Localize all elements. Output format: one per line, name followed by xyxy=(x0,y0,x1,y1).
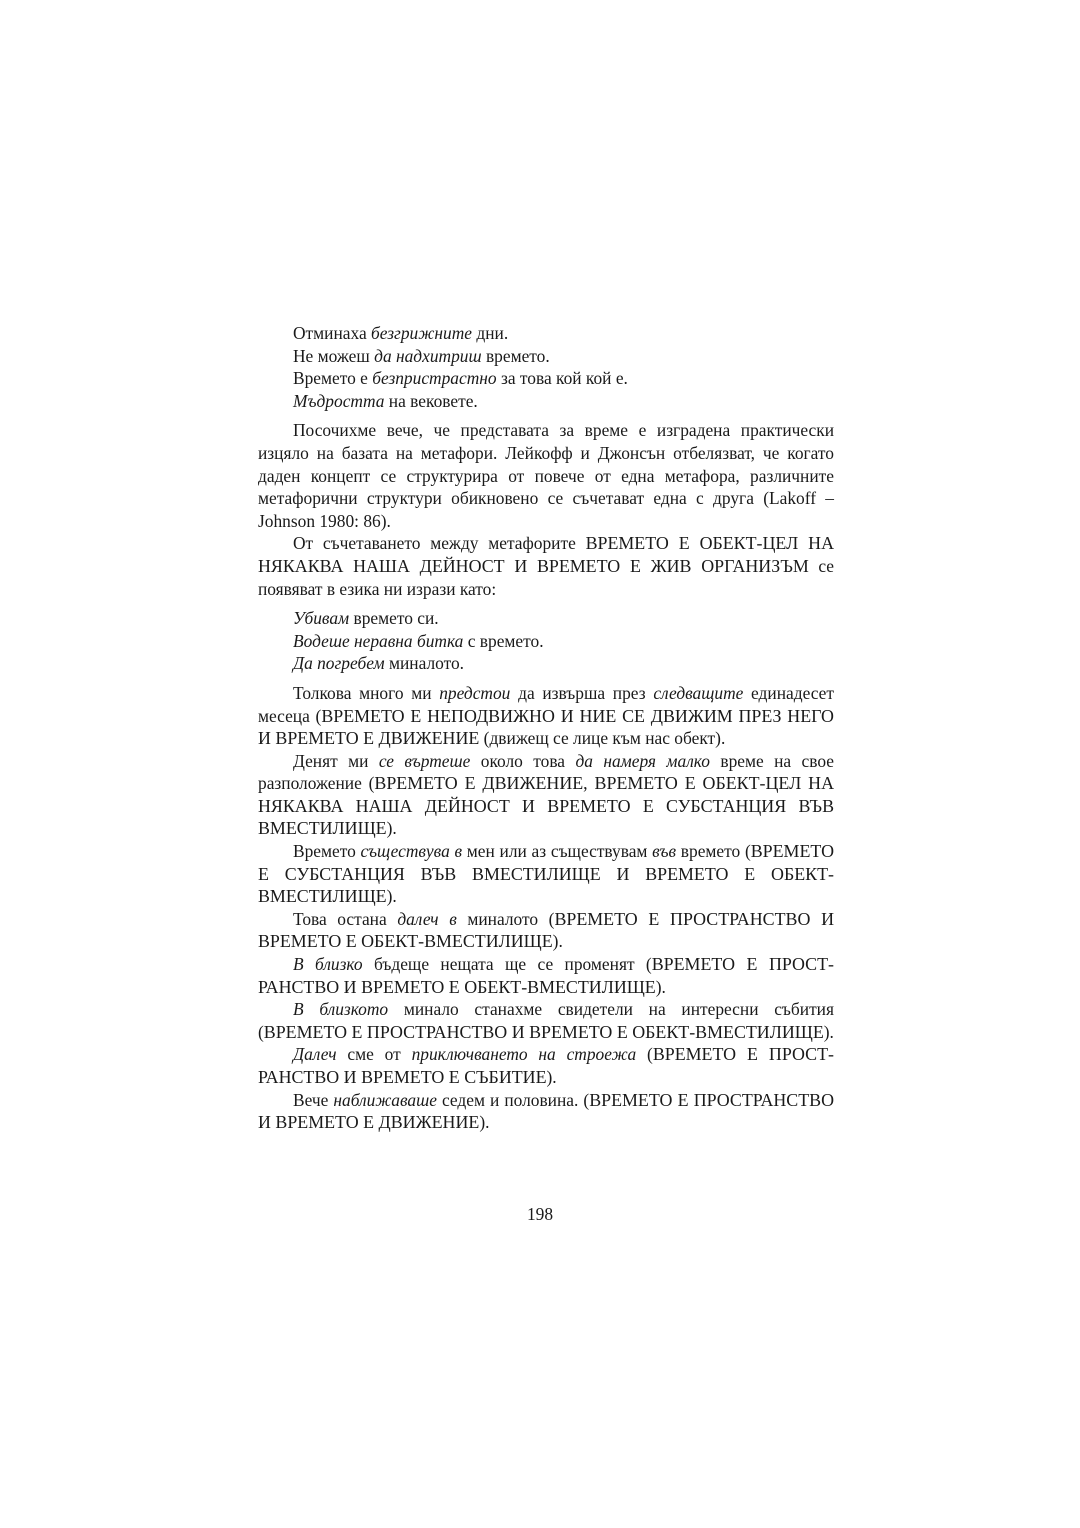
example-line: Мъдростта на вековете. xyxy=(293,390,478,411)
paragraph: В близкото минало станахме свидетели на интересни събития (ВРЕМЕТО Е ПРОСТРАНСТВО И ВРЕМЕТО Е ОБЕКТ-ВМЕСТИЛИЩЕ). xyxy=(258,999,834,1042)
paragraph: Това остана далеч в миналото (ВРЕМЕТО Е ПРОСТРАНСТВО И ВРЕМЕТО Е ОБЕКТ-ВМЕСТИЛИЩЕ). xyxy=(258,908,834,952)
example-line: Отминаха безгрижните дни. xyxy=(293,323,509,343)
example-line: Водеше неравна битка с времето. xyxy=(293,630,544,651)
paragraph: Денят ми се въртеше около това да намеря малко време на свое разположение (ВРЕМЕТО Е ДВИЖЕНИЕ, ВРЕМЕТО Е ОБЕКТ-ЦЕЛ НА НЯКАКВА НАША ДЕЙНОСТ И ВРЕМЕТО Е СУБСТАНЦИЯ ВЪВ ВМЕСТИЛИЩЕ). xyxy=(258,750,834,839)
paragraph: Посочихме вече, че представата за време е изградена практически изцяло на базата на метафори. Лейкофф и Джонсън отбелязват, че когато даден концепт се структурира от повече от една метафора, различните метафорични структури обикновено се съчетават една с друга (Lakoff – Johnson 1980: 86). xyxy=(258,420,834,531)
paragraph: От съчетаването между метафорите ВРЕМЕТО Е ОБЕКТ-ЦЕЛ НА НЯКАКВА НАША ДЕЙНОСТ И ВРЕМЕТО Е ЖИВ ОРГАНИЗЪМ се появяват в езика ни изрази като: xyxy=(258,533,834,599)
example-line: Времето е безпристрастно за това кой кой е. xyxy=(293,368,628,389)
example-list-2 xyxy=(258,607,834,675)
paragraph: Толкова много ми предстои да извърша през следващите единадесет месеца (ВРЕМЕТО Е НЕПОДВИЖНО И НИЕ СЕ ДВИЖИМ ПРЕЗ НЕГО И ВРЕМЕТО Е ДВИЖЕНИЕ (движещ се лице към нас обект). xyxy=(258,682,834,749)
paragraph: В близко бъдеще нещата ще се променят (ВРЕМЕТО Е ПРОСТРАНСТВО И ВРЕМЕТО Е ОБЕКТ-ВМЕСТИЛИЩЕ). xyxy=(258,954,835,997)
example-line: Да погребем миналото. xyxy=(293,653,465,674)
paragraph: Вече наближаваше седем и половина. (ВРЕМЕТО Е ПРОСТРАНСТВО И ВРЕМЕТО Е ДВИЖЕНИЕ). xyxy=(258,1089,834,1133)
example-line: Не можеш да надхитриш времето. xyxy=(293,345,550,366)
page-number: 198 xyxy=(526,1204,554,1224)
paragraph: Времето съществува в мен или аз съществувам във времето (ВРЕМЕТО Е СУБСТАНЦИЯ ВЪВ ВМЕСТИЛИЩЕ И ВРЕМЕТО Е ОБЕКТ-ВМЕСТИЛИЩЕ). xyxy=(258,841,834,907)
example-list-1 xyxy=(258,322,834,412)
example-line: Убивам времето си. xyxy=(293,608,439,629)
paragraph: Далеч сме от приключването на строежа (ВРЕМЕТО Е ПРОСТРАНСТВО И ВРЕМЕТО Е СЪБИТИЕ). xyxy=(258,1044,834,1087)
body-text xyxy=(258,322,834,1134)
